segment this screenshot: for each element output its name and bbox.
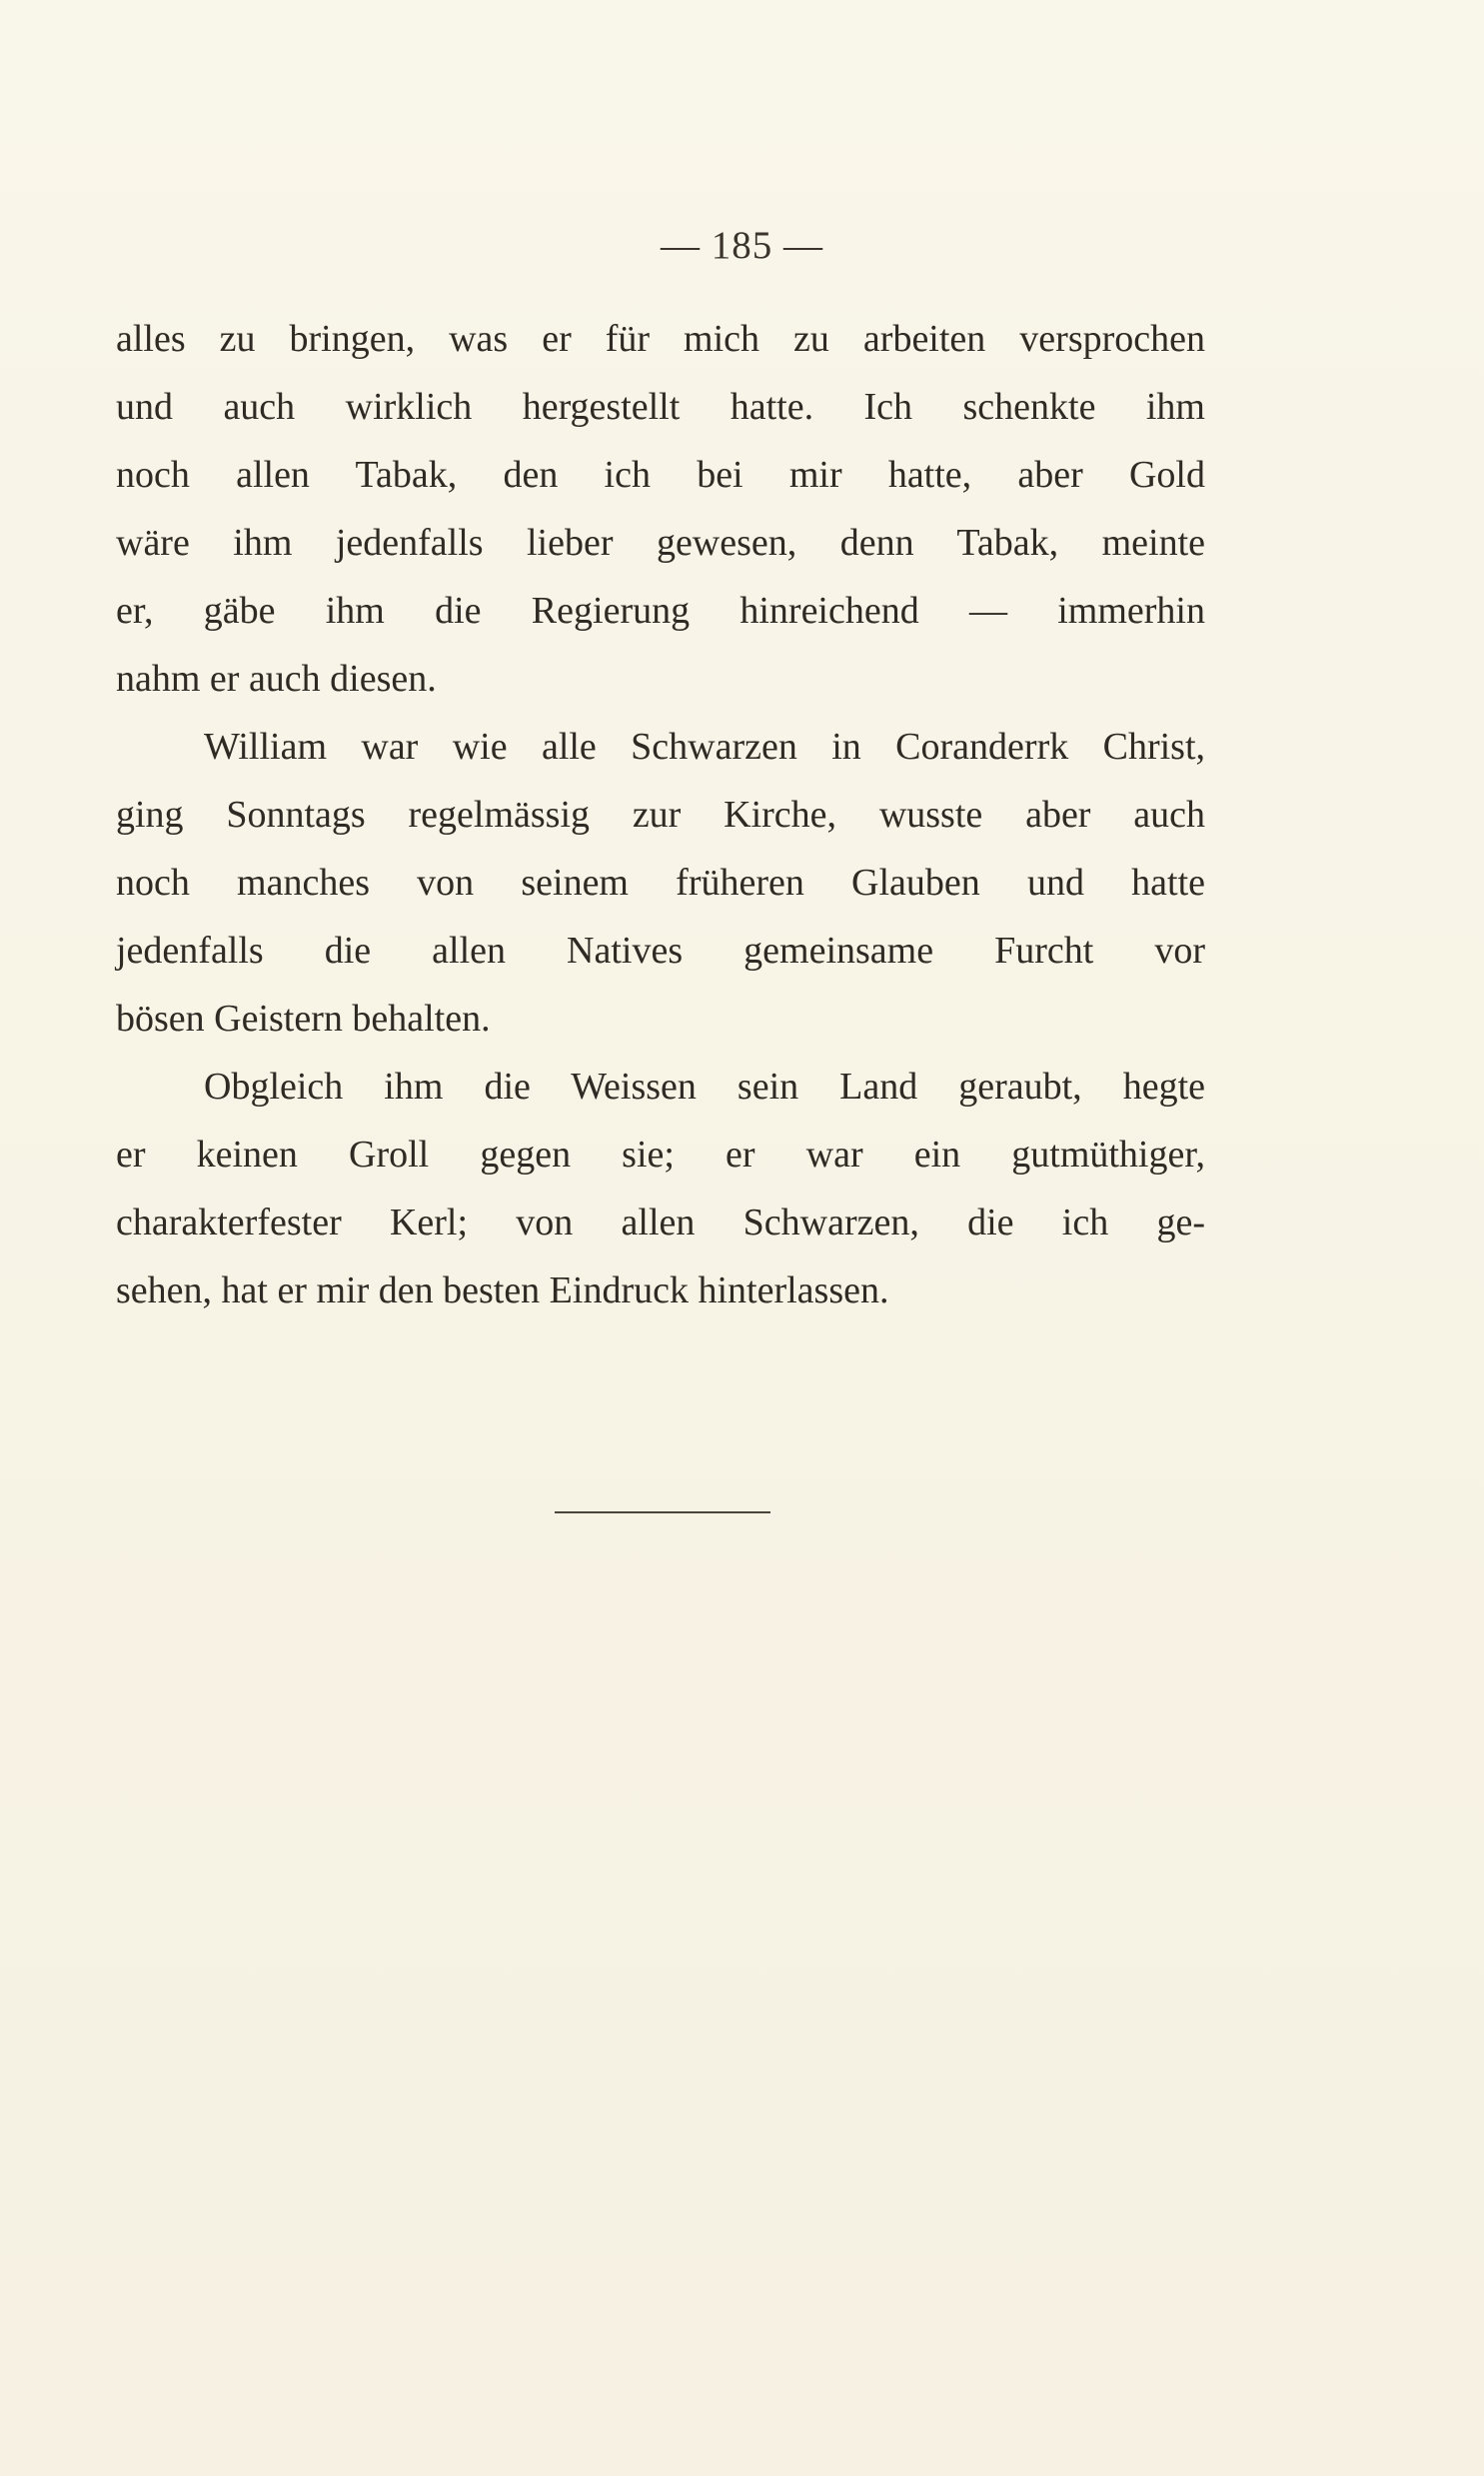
text-line-8: ging Sonntags regelmässig zur Kirche, wusste aber auch — [116, 794, 1205, 836]
text-line-13: er keinen Groll gegen sie; er war ein gutmüthiger, — [116, 1134, 1205, 1176]
text-line-9: noch manches von seinem früheren Glauben und hatte — [116, 862, 1205, 904]
text-line-4: wäre ihm jedenfalls lieber gewesen, denn Tabak, meinte — [116, 522, 1205, 564]
text-line-1: alles zu bringen, was er für mich zu arbeiten versprochen — [116, 318, 1205, 360]
text-line-2: und auch wirklich hergestellt hatte. Ich schenkte ihm — [116, 386, 1205, 428]
text-line-12: Obgleich ihm die Weissen sein Land geraubt, hegte — [204, 1066, 1205, 1108]
body-text — [116, 305, 1205, 1324]
text-line-10: jedenfalls die allen Natives gemeinsame Furcht vor — [116, 930, 1205, 972]
text-line-7: William war wie alle Schwarzen in Coranderrk Christ, — [204, 726, 1205, 768]
text-line-6: nahm er auch diesen. — [116, 658, 437, 700]
text-line-11: bösen Geistern behalten. — [116, 998, 491, 1040]
text-line-3: noch allen Tabak, den ich bei mir hatte, aber Gold — [116, 454, 1205, 496]
text-line-5: er, gäbe ihm die Regierung hinreichend — immerhin — [116, 590, 1205, 632]
text-line-14: charakterfester Kerl; von allen Schwarzen, die ich ge- — [116, 1202, 1205, 1243]
text-line-15: sehen, hat er mir den besten Eindruck hinterlassen. — [116, 1269, 889, 1311]
page-number: — 185 — — [661, 224, 823, 267]
section-end-rule — [555, 1511, 770, 1513]
